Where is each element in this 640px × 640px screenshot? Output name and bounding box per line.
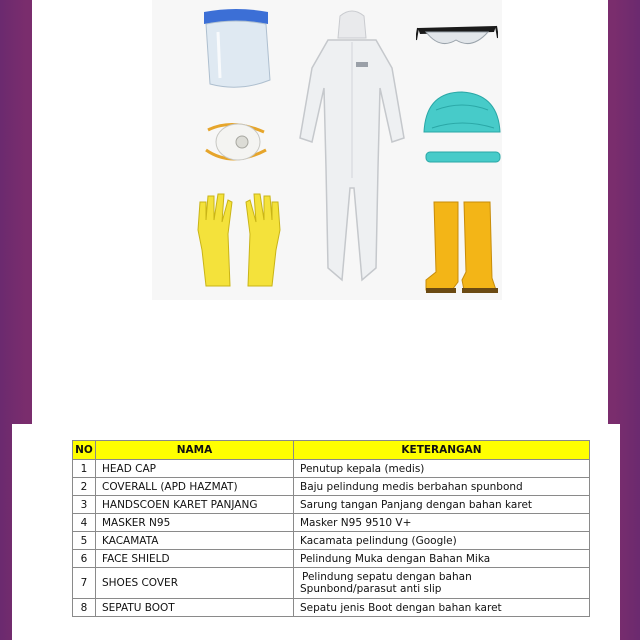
row-keterangan: Baju pelindung medis berbahan spunbond [294, 478, 590, 496]
ppe-table-panel [12, 424, 620, 640]
product-photo-panel [32, 0, 608, 436]
row-nama: HANDSCOEN KARET PANJANG [96, 496, 294, 514]
row-keterangan-line2: Spunbond/parasut anti slip [300, 583, 442, 595]
table-row [73, 478, 590, 496]
row-nama: SEPATU BOOT [96, 599, 294, 617]
rubber-gloves-image [192, 190, 286, 290]
table-row [73, 460, 590, 478]
goggles-image [416, 20, 498, 60]
row-keterangan: Kacamata pelindung (Google) [294, 532, 590, 550]
row-no: 7 [73, 568, 96, 599]
row-nama: COVERALL (APD HAZMAT) [96, 478, 294, 496]
row-no: 5 [73, 532, 96, 550]
row-keterangan: Masker N95 9510 V+ [294, 514, 590, 532]
row-no: 1 [73, 460, 96, 478]
coverall-hazmat-image [292, 8, 412, 292]
row-keterangan: Sarung tangan Panjang dengan bahan karet [294, 496, 590, 514]
head-cap-image [416, 88, 506, 168]
row-nama: HEAD CAP [96, 460, 294, 478]
table-row [73, 550, 590, 568]
table-row [73, 532, 590, 550]
table-row [73, 599, 590, 617]
ppe-items-table [72, 440, 590, 617]
header-nama: NAMA [96, 441, 294, 460]
header-keterangan: KETERANGAN [294, 441, 590, 460]
row-keterangan: Sepatu jenis Boot dengan bahan karet [294, 599, 590, 617]
header-no: NO [73, 441, 96, 460]
row-keterangan: Pelindung Muka dengan Bahan Mika [294, 550, 590, 568]
row-keterangan [294, 568, 590, 599]
row-nama: FACE SHIELD [96, 550, 294, 568]
row-no: 3 [73, 496, 96, 514]
row-keterangan: Penutup kepala (medis) [294, 460, 590, 478]
row-nama: SHOES COVER [96, 568, 294, 599]
row-no: 2 [73, 478, 96, 496]
table-row [73, 514, 590, 532]
row-nama: KACAMATA [96, 532, 294, 550]
rubber-boots-image [422, 196, 502, 296]
table-row [73, 568, 590, 599]
row-no: 6 [73, 550, 96, 568]
table-row [73, 496, 590, 514]
row-no: 4 [73, 514, 96, 532]
row-keterangan-line1: Pelindung sepatu dengan bahan [302, 571, 472, 583]
face-shield-image [196, 8, 278, 92]
n95-mask-image [202, 116, 272, 168]
row-nama: MASKER N95 [96, 514, 294, 532]
row-no: 8 [73, 599, 96, 617]
table-header-row [73, 441, 590, 460]
ppe-photo-collage [152, 0, 502, 300]
